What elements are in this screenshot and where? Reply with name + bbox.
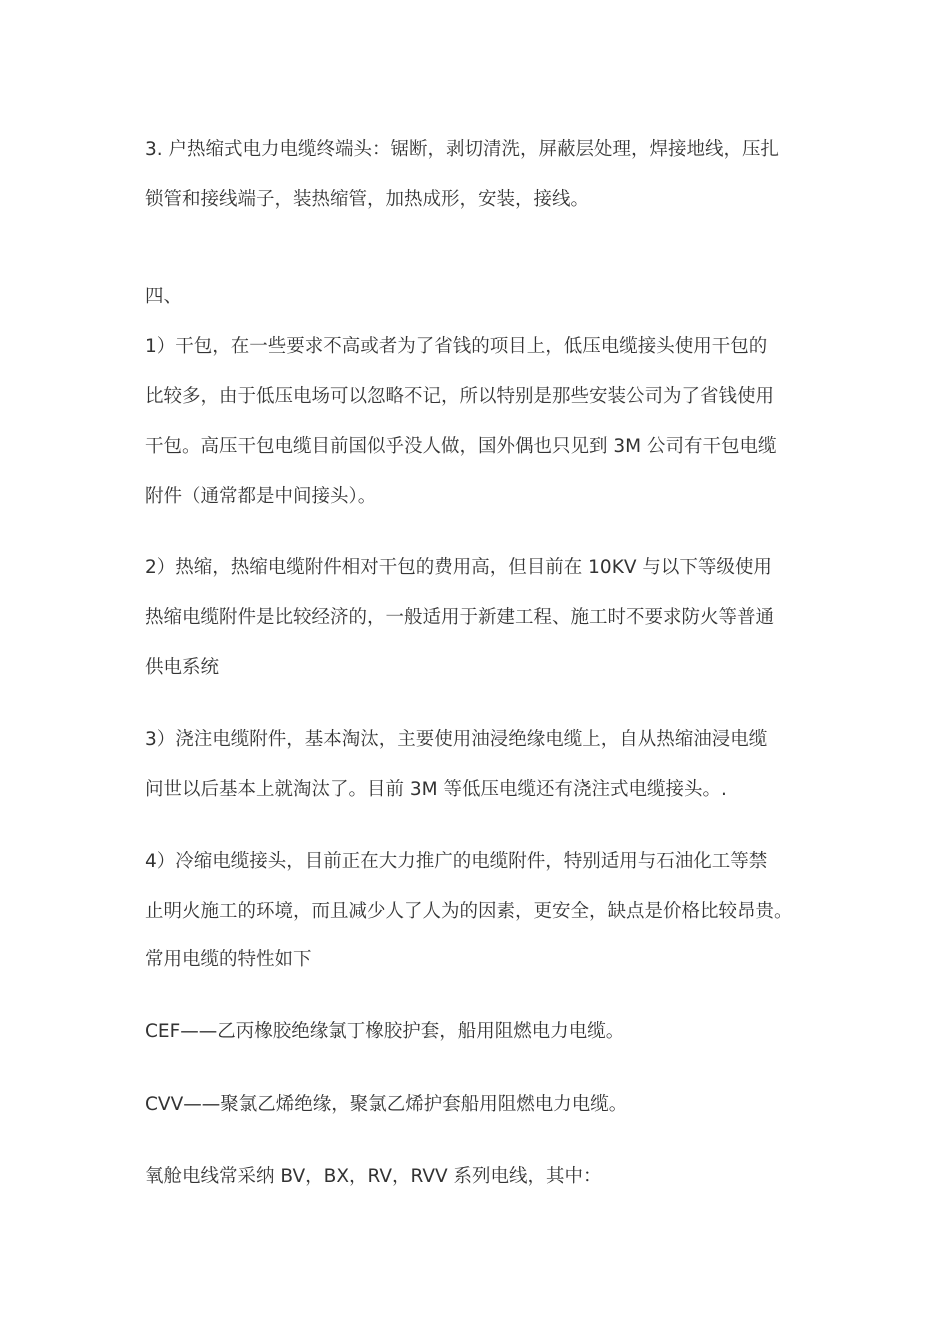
text-line: 干包。高压干包电缆目前国似乎没人做，国外偶也只见到 3M 公司有干包电缆 — [145, 436, 777, 457]
section-heading: 四、 — [145, 286, 183, 307]
text-line: 供电系统 — [145, 657, 220, 678]
text-line: 热缩电缆附件是比较经济的，一般适用于新建工程、施工时不要求防火等普通 — [145, 607, 775, 628]
text-line: CVV——聚氯乙烯绝缘，聚氯乙烯护套船用阻燃电力电缆。 — [145, 1094, 628, 1115]
text-line: 4）冷缩电缆接头，目前正在大力推广的电缆附件，特别适用与石油化工等禁 — [145, 851, 768, 872]
text-line: 2）热缩，热缩电缆附件相对干包的费用高，但目前在 10KV 与以下等级使用 — [145, 557, 772, 578]
text-line: CEF——乙丙橡胶绝缘氯丁橡胶护套，船用阻燃电力电缆。 — [145, 1021, 625, 1042]
text-line: 问世以后基本上就淘汰了。目前 3M 等低压电缆还有浇注式电缆接头。. — [145, 779, 727, 800]
text-line: 锁管和接线端子，装热缩管，加热成形，安装，接线。 — [145, 189, 590, 210]
text-line: 止明火施工的环境，而且减少人了人为的因素，更安全，缺点是价格比较昂贵。 — [145, 901, 793, 922]
text-line: 3. 户热缩式电力电缆终端头：锯断，剥切清洗，屏蔽层处理，焊接地线，压扎 — [145, 139, 780, 160]
text-line: 比较多，由于低压电场可以忽略不记，所以特别是那些安装公司为了省钱使用 — [145, 386, 775, 407]
text-line: 附件（通常都是中间接头）。 — [145, 486, 377, 507]
text-line: 常用电缆的特性如下 — [145, 949, 312, 970]
text-line: 3）浇注电缆附件，基本淘汰，主要使用油浸绝缘电缆上，自从热缩油浸电缆 — [145, 729, 768, 750]
text-line: 氧舱电线常采纳 BV，BX，RV，RVV 系列电线，其中： — [145, 1166, 602, 1187]
text-line: 1）干包，在一些要求不高或者为了省钱的项目上，低压电缆接头使用干包的 — [145, 336, 768, 357]
